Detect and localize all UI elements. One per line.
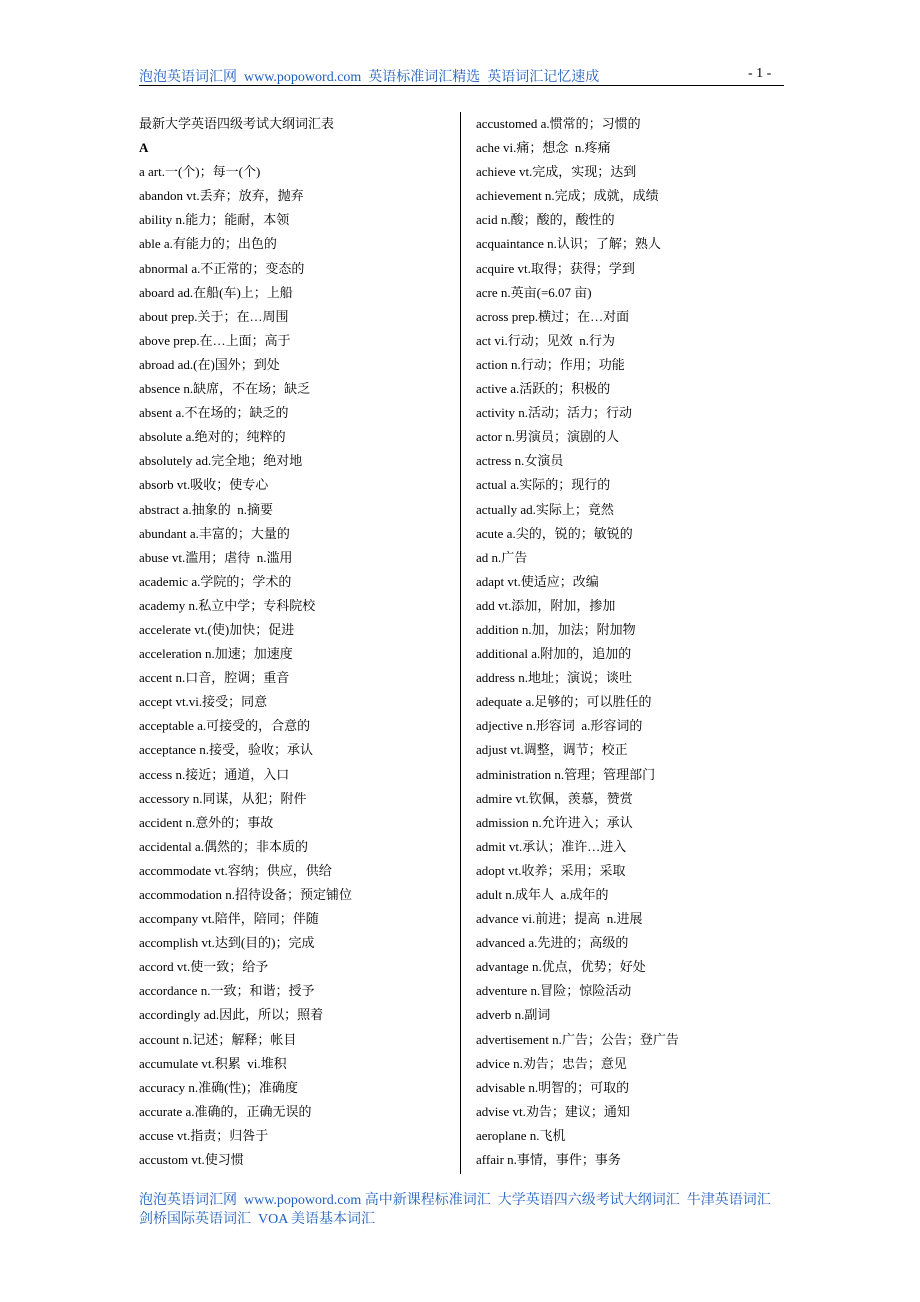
vocab-entry: actual a.实际的；现行的 [476, 477, 611, 493]
vocab-entry: acceleration n.加速；加速度 [139, 646, 293, 662]
vocab-entry: advantage n.优点，优势；好处 [476, 959, 646, 975]
vocab-entry: accuracy n.准确(性)；准确度 [139, 1079, 298, 1095]
vocab-entry: address n.地址；演说；谈吐 [476, 670, 632, 686]
column-divider [460, 112, 461, 1174]
vocab-entry: accustom vt.使习惯 [139, 1152, 244, 1168]
vocab-entry: adverb n.副词 [476, 1007, 551, 1023]
vocab-entry: advertisement n.广告；公告；登广告 [476, 1031, 679, 1047]
vocab-entry: accommodate vt.容纳；供应，供给 [139, 862, 332, 878]
vocab-entry: adjust vt.调整，调节；校正 [476, 742, 628, 758]
vocab-entry: actress n.女演员 [476, 453, 564, 469]
vocab-entry: abundant a.丰富的；大量的 [139, 525, 290, 541]
vocab-entry: accompany vt.陪伴，陪同；伴随 [139, 911, 319, 927]
vocab-entry: accordance n.一致；和谐；授予 [139, 983, 315, 999]
vocab-entry: accident n.意外的；事故 [139, 814, 274, 830]
vocab-entry: adjective n.形容词 a.形容词的 [476, 718, 643, 734]
vocab-entry: acquire vt.取得；获得；学到 [476, 260, 635, 276]
vocab-entry: active a.活跃的；积极的 [476, 381, 611, 397]
vocab-entry: accomplish vt.达到(目的)；完成 [139, 935, 315, 951]
vocab-entry: actor n.男演员；演剧的人 [476, 429, 619, 445]
vocab-entry: absence n.缺席，不在场；缺乏 [139, 381, 311, 397]
vocab-entry: able a.有能力的；出色的 [139, 236, 277, 252]
vocab-entry: absent a.不在场的；缺乏的 [139, 405, 289, 421]
vocab-entry: absolute a.绝对的；纯粹的 [139, 429, 286, 445]
vocab-entry: accustomed a.惯常的；习惯的 [476, 116, 641, 131]
vocab-entry: actually ad.实际上；竟然 [476, 501, 614, 517]
vocab-entry: absorb vt.吸收；使专心 [139, 477, 269, 493]
vocab-entry: accelerate vt.(使)加快；促进 [139, 621, 295, 637]
vocab-entry: affair n.事情，事件；事务 [476, 1152, 621, 1168]
right-column [476, 114, 679, 1174]
vocab-entry: activity n.活动；活力；行动 [476, 405, 632, 421]
vocab-entry: abnormal a.不正常的；变态的 [139, 260, 305, 276]
vocab-entry: accent n.口音，腔调；重音 [139, 670, 290, 686]
vocab-entry: aboard ad.在船(车)上；上船 [139, 284, 293, 300]
vocab-entry: addition n.加，加法；附加物 [476, 621, 636, 637]
vocab-entry: admit vt.承认；准许…进入 [476, 838, 627, 854]
vocab-entry: absolutely ad.完全地；绝对地 [139, 453, 303, 469]
vocab-entry: achieve vt.完成，实现；达到 [476, 164, 637, 180]
vocab-entry: adequate a.足够的；可以胜任的 [476, 694, 652, 710]
footer-line-2: 剑桥国际英语词汇 VOA 美语基本词汇 [139, 1212, 376, 1227]
vocab-entry: abuse vt.滥用；虐待 n.滥用 [139, 549, 293, 565]
vocab-entry: add vt.添加，附加，掺加 [476, 597, 616, 613]
vocab-entry: act vi.行动；见效 n.行为 [476, 332, 616, 348]
vocab-entry: accessory n.同谋，从犯；附件 [139, 790, 307, 806]
vocab-entry: abroad ad.(在)国外；到处 [139, 356, 280, 372]
document-title: 最新大学英语四级考试大纲词汇表 [139, 116, 335, 131]
vocab-entry: academic a.学院的；学术的 [139, 573, 292, 589]
vocab-entry: accumulate vt.积累 vi.堆积 [139, 1055, 287, 1071]
vocab-entry: adapt vt.使适应；改编 [476, 573, 599, 589]
vocab-entry: ad n.广告 [476, 549, 528, 565]
vocab-entry: ability n.能力；能耐，本领 [139, 212, 290, 228]
footer-line-1: 泡泡英语词汇网 www.popoword.com 高中新课程标准词汇 大学英语四六级考试大纲词汇 牛津英语词汇 [139, 1193, 771, 1208]
page-number: - 1 - [748, 66, 772, 81]
left-column [139, 114, 352, 1174]
vocab-entry: across prep.横过；在…对面 [476, 308, 630, 324]
vocab-entry: advice n.劝告；忠告；意见 [476, 1055, 627, 1071]
vocab-entry: admission n.允许进入；承认 [476, 814, 633, 830]
vocab-entry: accommodation n.招待设备；预定铺位 [139, 887, 353, 902]
vocab-entry: about prep.关于；在…周围 [139, 308, 289, 324]
vocab-entry: additional a.附加的，追加的 [476, 646, 632, 662]
vocab-entry: acute a.尖的，锐的；敏锐的 [476, 525, 633, 541]
vocab-entry: above prep.在…上面；高于 [139, 332, 291, 348]
vocab-entry: advance vi.前进；提高 n.进展 [476, 911, 643, 927]
vocab-entry: a art.一(个)；每一(个) [139, 164, 261, 180]
vocab-entry: acid n.酸；酸的，酸性的 [476, 212, 615, 228]
vocab-entry: accurate a.准确的，正确无误的 [139, 1103, 312, 1119]
vocab-entry: adopt vt.收养；采用；采取 [476, 862, 626, 878]
vocab-entry: accord vt.使一致；给予 [139, 959, 269, 975]
section-heading: A [139, 140, 149, 156]
vocab-entry: accidental a.偶然的；非本质的 [139, 838, 308, 854]
vocab-entry: action n.行动；作用；功能 [476, 356, 625, 372]
vocab-entry: abstract a.抽象的 n.摘要 [139, 501, 273, 517]
vocab-entry: admire vt.钦佩，羡慕，赞赏 [476, 790, 633, 806]
vocab-entry: ache vi.痛；想念 n.疼痛 [476, 140, 611, 156]
vocab-entry: accordingly ad.因此，所以；照着 [139, 1007, 324, 1023]
vocab-entry: acceptance n.接受，验收；承认 [139, 742, 314, 758]
vocab-entry: acceptable a.可接受的，合意的 [139, 718, 311, 734]
vocab-entry: adventure n.冒险；惊险活动 [476, 983, 632, 999]
vocab-entry: achievement n.完成；成就，成绩 [476, 188, 659, 204]
vocab-entry: advanced a.先进的；高级的 [476, 935, 629, 951]
vocab-entry: advise vt.劝告；建议；通知 [476, 1103, 630, 1119]
vocab-entry: acquaintance n.认识；了解；熟人 [476, 236, 661, 252]
vocab-entry: advisable n.明智的；可取的 [476, 1079, 630, 1095]
vocab-entry: accept vt.vi.接受；同意 [139, 694, 268, 710]
vocab-entry: abandon vt.丢弃；放弃，抛弃 [139, 188, 304, 204]
vocab-entry: administration n.管理；管理部门 [476, 766, 656, 782]
vocab-entry: account n.记述；解释；帐目 [139, 1031, 297, 1047]
vocab-entry: academy n.私立中学；专科院校 [139, 597, 316, 613]
vocab-entry: accuse vt.指责；归咎于 [139, 1127, 269, 1143]
vocab-entry: acre n.英亩(=6.07 亩) [476, 284, 592, 300]
vocab-entry: access n.接近；通道，入口 [139, 766, 290, 782]
vocab-entry: adult n.成年人 a.成年的 [476, 887, 609, 902]
vocab-entry: aeroplane n.飞机 [476, 1127, 566, 1143]
header-rule [139, 85, 784, 86]
header-text: 泡泡英语词汇网 www.popoword.com 英语标准词汇精选 英语词汇记忆速成 [139, 70, 600, 85]
